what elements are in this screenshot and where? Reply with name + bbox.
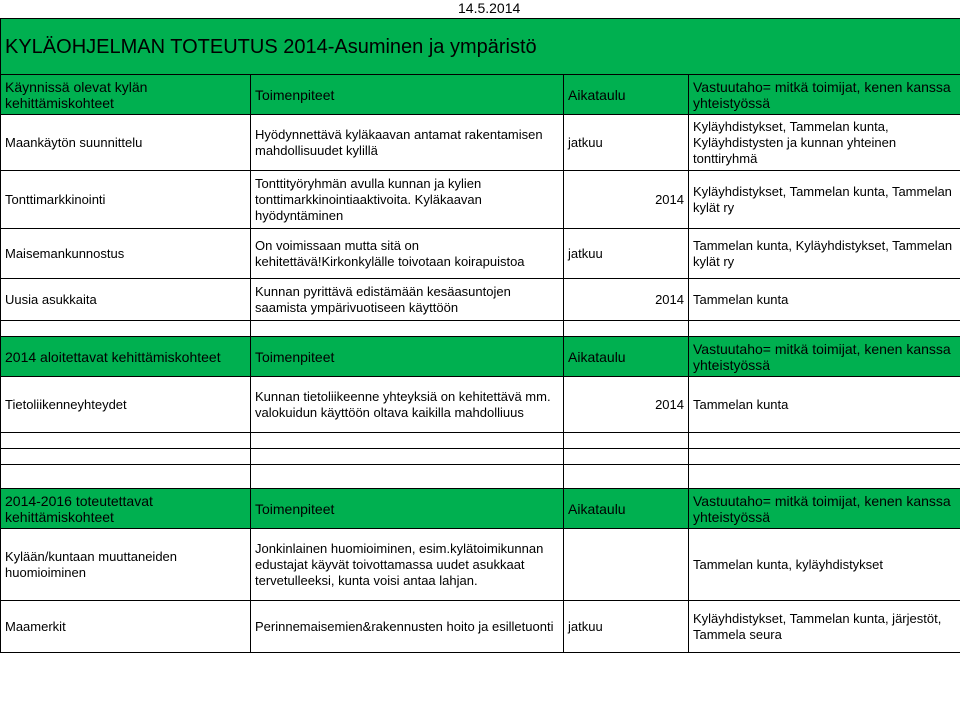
row-target: Tietoliikenneyhteydet (1, 377, 251, 433)
document-date: 14.5.2014 (458, 0, 521, 16)
row-target: Tonttimarkkinointi (1, 171, 251, 229)
empty-row (1, 449, 960, 465)
program-table (0, 18, 960, 653)
row-responsible: Kyläyhdistykset, Tammelan kunta, järjestöt, Tammela seura (689, 601, 960, 653)
row-target: Uusia asukkaita (1, 279, 251, 321)
section2-col-target: 2014 aloitettavat kehittämiskohteet (1, 337, 251, 377)
row-responsible: Tammelan kunta, kyläyhdistykset (689, 529, 960, 601)
spacer-row (1, 465, 960, 489)
row-target: Maisemankunnostus (1, 229, 251, 279)
row-action: Kunnan tietoliikeenne yhteyksiä on kehitettävä mm. valokuidun käyttöön oltava kaikilla mahdolliuus (251, 377, 564, 433)
section1-col-responsible: Vastuutaho= mitkä toimijat, kenen kanssa yhteistyössä (689, 75, 960, 115)
section2-col-schedule: Aikataulu (564, 337, 689, 377)
table-row (1, 601, 960, 653)
title-row (1, 19, 960, 75)
section1-header (1, 75, 960, 115)
row-schedule: jatkuu (564, 115, 689, 171)
row-responsible: Tammelan kunta, Kyläyhdistykset, Tammelan kylät ry (689, 229, 960, 279)
section1-col-target: Käynnissä olevat kylän kehittämiskohteet (1, 75, 251, 115)
row-responsible: Tammelan kunta (689, 279, 960, 321)
section3-col-target: 2014-2016 toteutettavat kehittämiskohteet (1, 489, 251, 529)
table-row (1, 229, 960, 279)
row-action: Kunnan pyrittävä edistämään kesäasuntojen saamista ympärivuotiseen käyttöön (251, 279, 564, 321)
row-responsible: Kyläyhdistykset, Tammelan kunta, Kyläyhdistysten ja kunnan yhteinen tonttiryhmä (689, 115, 960, 171)
section3-header (1, 489, 960, 529)
section2-col-responsible: Vastuutaho= mitkä toimijat, kenen kanssa yhteistyössä (689, 337, 960, 377)
table-row (1, 377, 960, 433)
row-action: Hyödynnettävä kyläkaavan antamat rakentamisen mahdollisuudet kylillä (251, 115, 564, 171)
row-action: On voimissaan mutta sitä on kehitettävä!Kirkonkylälle toivotaan koirapuistoa (251, 229, 564, 279)
table-row (1, 171, 960, 229)
section2-col-action: Toimenpiteet (251, 337, 564, 377)
row-schedule: jatkuu (564, 601, 689, 653)
row-schedule: 2014 (564, 171, 689, 229)
row-schedule: 2014 (564, 279, 689, 321)
table-row (1, 115, 960, 171)
section3-col-action: Toimenpiteet (251, 489, 564, 529)
row-action: Jonkinlainen huomioiminen, esim.kylätoimikunnan edustajat käyvät toivottamassa uudet asukkaat tervetulleeksi, kunta voisi antaa lahjan. (251, 529, 564, 601)
spacer-row (1, 321, 960, 337)
row-target: Kylään/kuntaan muuttaneiden huomioiminen (1, 529, 251, 601)
table-row (1, 279, 960, 321)
row-target: Maamerkit (1, 601, 251, 653)
row-schedule: 2014 (564, 377, 689, 433)
row-responsible: Kyläyhdistykset, Tammelan kunta, Tammelan kylät ry (689, 171, 960, 229)
row-action: Perinnemaisemien&rakennusten hoito ja esilletuonti (251, 601, 564, 653)
empty-row (1, 433, 960, 449)
row-schedule: jatkuu (564, 229, 689, 279)
section3-col-schedule: Aikataulu (564, 489, 689, 529)
row-action: Tonttityöryhmän avulla kunnan ja kylien tonttimarkkinointiaaktivoita. Kyläkaavan hyödyntäminen (251, 171, 564, 229)
section1-col-schedule: Aikataulu (564, 75, 689, 115)
section3-col-responsible: Vastuutaho= mitkä toimijat, kenen kanssa yhteistyössä (689, 489, 960, 529)
row-responsible: Tammelan kunta (689, 377, 960, 433)
section1-col-action: Toimenpiteet (251, 75, 564, 115)
row-target: Maankäytön suunnittelu (1, 115, 251, 171)
table-row (1, 529, 960, 601)
section2-header (1, 337, 960, 377)
page-title: KYLÄOHJELMAN TOTEUTUS 2014-Asuminen ja ympäristö (1, 19, 960, 75)
row-schedule (564, 529, 689, 601)
